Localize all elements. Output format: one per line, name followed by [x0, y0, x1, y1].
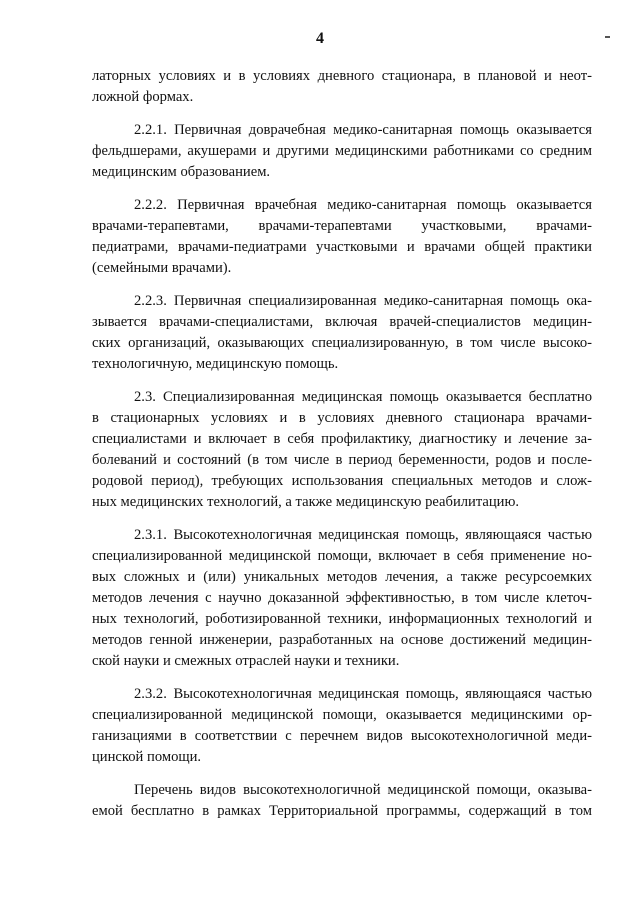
paragraph-2-2-3	[92, 291, 592, 375]
paragraph-2-3-1	[92, 525, 592, 672]
text-line: ложной формах.	[92, 89, 194, 105]
text-line: 2.3. Специализированная медицинская помощь оказывается бесплатно	[134, 389, 592, 405]
text-line: 2.2.3. Первичная специализированная медико-санитарная помощь ока-	[134, 293, 592, 309]
paragraph-2-2-2	[92, 195, 592, 279]
text-line: педиатрами, врачами-педиатрами участковыми и врачами общей практики	[92, 239, 592, 255]
text-line: емой бесплатно в рамках Территориальной программы, содержащий в том	[92, 803, 592, 819]
text-line: болеваний и состояний (в том числе в период беременности, родов и после-	[92, 452, 592, 468]
text-line: методов генной инженерии, разработанных на основе достижений медицин-	[92, 632, 592, 648]
text-line: 2.3.1. Высокотехнологичная медицинская помощь, являющаяся частью	[134, 527, 592, 543]
page-number: 4	[316, 30, 324, 47]
text-line: технологичную, медицинскую помощь.	[92, 356, 339, 372]
text-line: 2.3.2. Высокотехнологичная медицинская помощь, являющаяся частью	[134, 686, 592, 702]
text-line: специализированной медицинской помощи, включает в себя применение но-	[92, 548, 592, 564]
text-line: родовой период), требующих использования специальных методов и слож-	[92, 473, 592, 489]
paragraph-list-intro	[92, 780, 592, 822]
text-line: зывается врачами-специалистами, включая врачей-специалистов медицин-	[92, 314, 592, 330]
text-line: специалистами и включает в себя профилактику, диагностику и лечение за-	[92, 431, 592, 447]
text-line: фельдшерами, акушерами и другими медицинскими работниками со средним	[92, 143, 592, 159]
paragraph-continuation	[92, 66, 592, 108]
text-line: в стационарных условиях и в условиях дневного стационара врачами-	[92, 410, 592, 426]
text-line: медицинским образованием.	[92, 164, 271, 180]
text-line: вых сложных и (или) уникальных методов лечения, а также ресурсоемких	[92, 569, 592, 585]
text-line: ской науки и смежных отраслей науки и техники.	[92, 653, 400, 669]
text-line: ганизациями в соответствии с перечнем видов высокотехнологичной меди-	[92, 728, 592, 744]
text-line: специализированной медицинской помощи, оказывается медицинскими ор-	[92, 707, 592, 723]
document-body	[92, 66, 592, 834]
text-line: Перечень видов высокотехнологичной медицинской помощи, оказыва-	[134, 782, 592, 798]
text-line: (семейными врачами).	[92, 260, 232, 276]
text-line: ских организаций, оказывающих специализированную, в том числе высоко-	[92, 335, 592, 351]
scan-speck	[605, 36, 610, 38]
paragraph-2-3-2	[92, 684, 592, 768]
paragraph-2-3	[92, 387, 592, 513]
text-line: 2.2.1. Первичная доврачебная медико-санитарная помощь оказывается	[134, 122, 592, 138]
text-line: цинской помощи.	[92, 749, 202, 765]
text-line: 2.2.2. Первичная врачебная медико-санитарная помощь оказывается	[134, 197, 592, 213]
paragraph-2-2-1	[92, 120, 592, 183]
text-line: методов лечения с научно доказанной эффективностью, в том числе клеточ-	[92, 590, 592, 606]
text-line: ных медицинских технологий, а также медицинскую реабилитацию.	[92, 494, 520, 510]
text-line: латорных условиях и в условиях дневного стационара, в плановой и неот-	[92, 68, 592, 84]
text-line: врачами-терапевтами, врачами-терапевтами участковыми, врачами-	[92, 218, 592, 234]
text-line: ных технологий, роботизированной техники, информационных технологий и	[92, 611, 592, 627]
